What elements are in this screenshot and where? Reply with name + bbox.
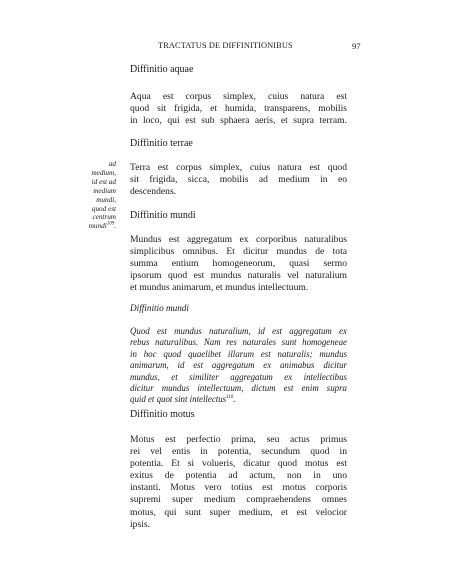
body-line: supremi super medium compraehendens omnes xyxy=(130,494,347,506)
body-line: sit frigida, sicca, mobilis ad medium in eo xyxy=(130,174,347,186)
body-line: Motus est perfectio prima, seu actus primus xyxy=(130,434,347,445)
body-line: dicitur mundus intellectuum, dictum est enim supra xyxy=(130,383,347,394)
body-line: in loco, qui est sub sphaera aeris, et supra terram. xyxy=(130,115,347,127)
body-line: summa entium homogeneorum, quasi sermo xyxy=(130,258,347,270)
body-line: motus, qui sunt super medium, et est velocior xyxy=(130,506,347,518)
section-body-motus xyxy=(130,434,347,531)
margin-note-line: quod est xyxy=(91,204,116,213)
margin-note-line-last: mundi$^{109}$. xyxy=(88,221,116,231)
body-line: Terra est corpus simplex, cuius natura est quod xyxy=(130,162,347,173)
body-line: rebus naturalibus. Nam res naturales sunt homogeneae xyxy=(130,337,347,348)
margin-note-line: id est ad xyxy=(91,177,116,186)
body-text: quid et quot sint intellectus xyxy=(130,394,227,405)
section-heading-mundi-commentary: Diffinitio mundi xyxy=(130,303,189,313)
body-line: potentia. Et si volueris, dicatur quod motus est xyxy=(130,458,347,470)
margin-note-line: medium xyxy=(93,186,116,195)
margin-note-line: medium, xyxy=(91,168,116,177)
section-body-terrae xyxy=(130,162,347,198)
section-heading-mundi: Diffinitio mundi xyxy=(130,210,196,221)
section-heading-aquae: Diffinitio aquae xyxy=(130,64,194,75)
page-number: 97 xyxy=(352,41,361,51)
section-body-mundi-commentary xyxy=(130,326,347,406)
footnote-ref: 110 xyxy=(226,395,234,401)
margin-note-line: mundi, xyxy=(96,195,116,204)
body-line: Aqua est corpus simplex, cuius natura est xyxy=(130,91,347,102)
body-line: et mundus animarum, et mundus intellectuum. xyxy=(130,282,309,294)
body-line: descendens. xyxy=(130,186,177,198)
body-line-last: quid et quot sint intellectus$^{110}$. xyxy=(130,394,236,405)
section-body-mundi xyxy=(130,234,347,294)
body-line: animarum, id est aggregatum ex animabus dicitur xyxy=(130,360,347,371)
body-line: simplicibus omnibus. Et dicitur mundus de tota xyxy=(130,246,347,258)
body-line: Quod est mundus naturalium, id est aggregatum ex xyxy=(130,326,347,336)
section-body-aquae xyxy=(130,91,347,127)
body-line: ipsis. xyxy=(130,518,150,530)
margin-note-text: mundi xyxy=(88,222,107,231)
margin-note-line: ad xyxy=(108,160,116,168)
margin-note xyxy=(70,160,116,231)
margin-note-line: centrum xyxy=(92,213,116,222)
section-heading-motus: Diffinitio motus xyxy=(130,409,195,420)
body-line: Mundus est aggregatum ex corporibus naturalibus xyxy=(130,234,347,245)
body-line: rei vel entis in potentia, secundum quod in xyxy=(130,446,347,458)
body-line: ipsorum quod est mundus naturalis vel naturalium xyxy=(130,270,347,282)
section-heading-terrae: Diffinitio terrae xyxy=(130,138,193,149)
body-line: in hoc quod quaelibet illarum est naturalis; mundus xyxy=(130,348,347,359)
body-line: instanti. Motus vero totius est motus corporis xyxy=(130,482,347,494)
body-line: quod sit frigida, et humida, transparens, mobilis xyxy=(130,103,347,115)
body-line: mundus, et similiter aggregatum ex intellectibus xyxy=(130,371,347,382)
body-line: exitus de potentia ad actum, non in uno xyxy=(130,470,347,482)
footnote-ref: 109 xyxy=(106,221,115,227)
running-header: TRACTATUS DE DIFFINITIONIBUS xyxy=(158,41,293,50)
